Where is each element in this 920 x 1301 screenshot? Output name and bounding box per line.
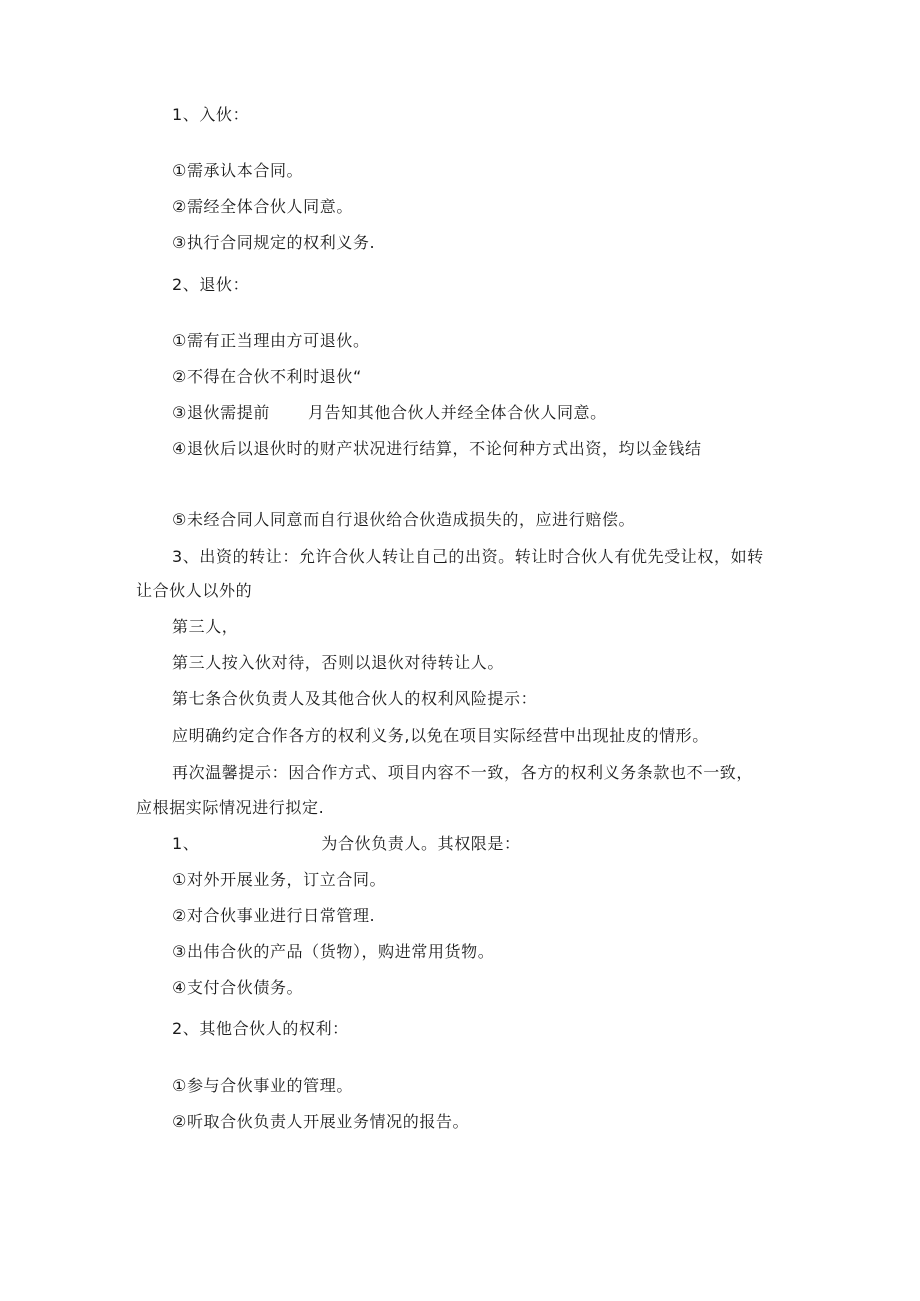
withdraw-item-2: ②不得在合伙不利时退伙“ xyxy=(172,367,362,386)
reminder-line-1: 再次温馨提示：因合作方式、项目内容不一致，各方的权利义务条款也不一致， xyxy=(172,763,754,782)
transfer-line-2: 让合伙人以外的 xyxy=(136,581,253,600)
join-heading: 1、入伙： xyxy=(172,105,250,124)
responsible-prefix: 1、 xyxy=(172,834,200,853)
withdraw-item-3-suffix: 月告知其他合伙人并经全体合伙人同意。 xyxy=(307,403,607,422)
withdraw-heading: 2、退伙： xyxy=(172,275,250,294)
responsible-person-line xyxy=(172,833,521,855)
others-item-2: ②听取合伙负责人开展业务情况的报告。 xyxy=(172,1112,470,1131)
others-heading: 2、其他合伙人的权利： xyxy=(172,1019,349,1038)
transfer-line-4: 第三人按入伙对待，否则以退伙对待转让人。 xyxy=(172,653,505,672)
authority-item-4: ④支付合伙债务。 xyxy=(172,978,304,997)
join-item-2: ②需经全体合伙人同意。 xyxy=(172,197,353,216)
authority-item-1: ①对外开展业务，订立合同。 xyxy=(172,870,387,889)
authority-item-3: ③出伟合伙的产品（货物），购进常用货物。 xyxy=(172,942,495,961)
reminder-line-2: 应根据实际情况进行拟定. xyxy=(136,798,325,817)
withdraw-item-5: ⑤未经合同人同意而自行退伙给合伙造成损失的，应进行赔偿。 xyxy=(172,510,636,529)
transfer-line-1: 3、出资的转让：允许合伙人转让自己的出资。转让时合伙人有优先受让权，如转 xyxy=(172,547,764,566)
withdraw-item-3 xyxy=(172,402,607,424)
authority-item-2: ②对合伙事业进行日常管理. xyxy=(172,906,376,925)
join-item-1: ①需承认本合同。 xyxy=(172,161,304,180)
others-item-1: ①参与合伙事业的管理。 xyxy=(172,1076,353,1095)
withdraw-item-3-prefix: ③退伙需提前 xyxy=(172,403,270,422)
join-item-3: ③执行合同规定的权利义务. xyxy=(172,233,376,252)
withdraw-item-1: ①需有正当理由方可退伙。 xyxy=(172,331,370,350)
article-7-title: 第七条合伙负责人及其他合伙人的权利风险提示： xyxy=(172,689,538,708)
withdraw-item-4: ④退伙后以退伙时的财产状况进行结算，不论何种方式出资，均以金钱结 xyxy=(172,439,702,458)
responsible-suffix: 为合伙负责人。其权限是： xyxy=(321,834,521,853)
transfer-line-3: 第三人， xyxy=(172,617,239,636)
article-7-note: 应明确约定合作各方的权利义务,以免在项目实际经营中出现扯皮的情形。 xyxy=(172,726,709,745)
